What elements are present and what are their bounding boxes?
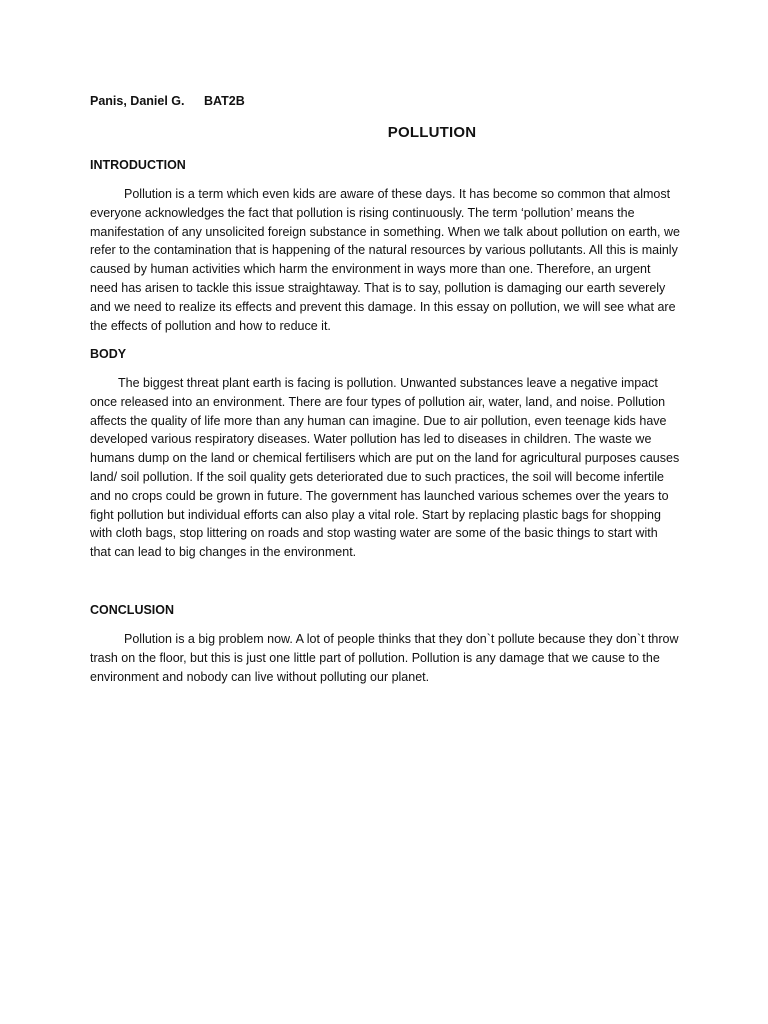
introduction-paragraph: Pollution is a term which even kids are aware of these days. It has become so common that almost everyone acknowledges the fact that pollution is rising continuously. The term ‘pollution’ means the manifestation of any unsolicited foreign substance in something. When we talk about pollution on earth, we refer to the contamination that is happening of the natural resources by various pollutants. All this is mainly caused by human activities which harm the environment in ways more than one. Therefore, an urgent need has arisen to tackle this issue straightaway. That is to say, pollution is damaging our earth severely and we need to realize its effects and prevent this damage. In this essay on pollution, we will see what are the effects of pollution and how to reduce it.: [90, 187, 680, 333]
conclusion-paragraph: Pollution is a big problem now. A lot of people thinks that they don`t pollute because they don`t throw trash on the floor, but this is just one little part of pollution. Pollution is any damage that we cause to the environment and nobody can live without polluting our planet.: [90, 632, 679, 684]
author-line: [90, 94, 245, 108]
section-code: BAT2B: [204, 94, 245, 108]
conclusion-heading: CONCLUSION: [90, 603, 175, 617]
author-name: Panis, Daniel G.: [90, 94, 185, 108]
page-title: POLLUTION: [387, 124, 477, 141]
introduction-heading: INTRODUCTION: [90, 158, 186, 172]
body-heading: BODY: [90, 347, 127, 361]
body-paragraph: The biggest threat plant earth is facing is pollution. Unwanted substances leave a negative impact once released into an environment. There are four types of pollution air, water, land, and noise. Pollution affects the quality of life more than any human can imagine. Due to air pollution, even teenage kids have developed various respiratory diseases. Water pollution has led to diseases in children. The waste we humans dump on the land or chemical fertilisers which are put on the land for agricultural purposes causes land/ soil pollution. If the soil quality gets deteriorated due to such practices, the soil will become infertile and no crops could be grown in future. The government has launched various schemes over the years to fight pollution but individual efforts can also play a vital role. Start by replacing plastic bags for shopping with cloth bags, stop littering on roads and stop wasting water are some of the basic things to start with that can lead to big changes in the environment.: [90, 376, 680, 560]
